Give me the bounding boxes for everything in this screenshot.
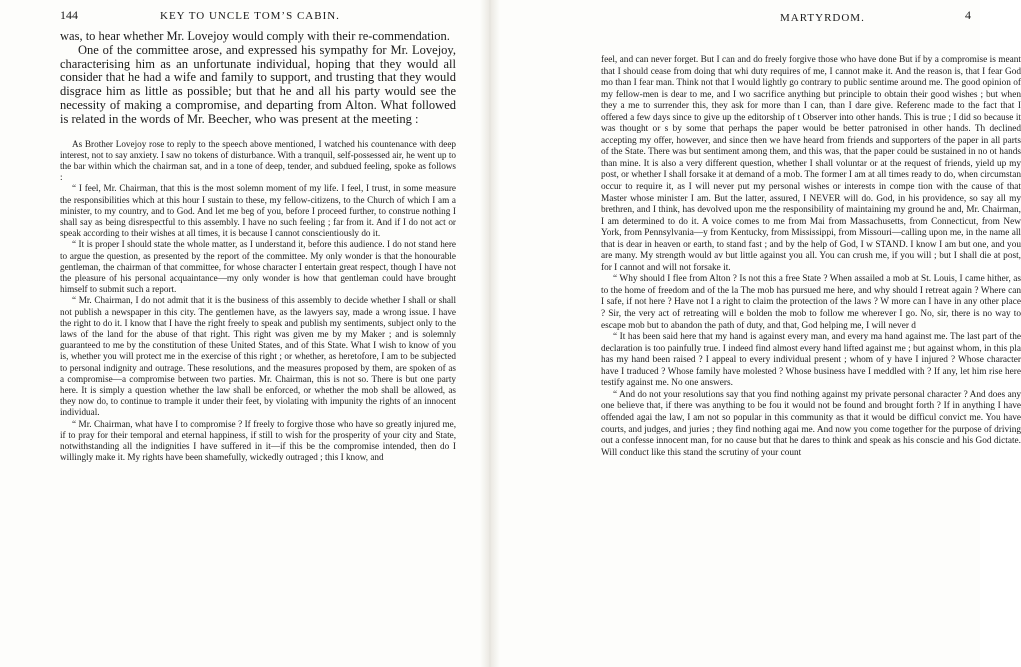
paragraph: “ Mr. Chairman, what have I to compromise ? If freely to forgive those who have so greatly injured me, if to pray for their temporal and eternal happiness, if still to wish for the prosperity of your city and State, notwithstanding all the indignities I have suffered in it—if this be the compromise intended, then do I willingly make it. My rights have been shamefully, wickedly outraged ; this I know, and xyxy=(60,418,456,463)
book-gutter xyxy=(480,0,500,667)
running-head: MARTYRDOM. xyxy=(780,12,865,24)
paragraph: As Brother Lovejoy rose to reply to the speech above mentioned, I watched his countenance with deep interest, not to say anxiety. I saw no tokens of disturbance. With a tranquil, self-possessed air, he went up to the bar within which the chairman sat, and in a tone of deep, tender, and subdued feeling, spoke as follows : xyxy=(60,138,456,183)
right-text-column xyxy=(601,55,1021,459)
paragraph: “ I feel, Mr. Chairman, that this is the most solemn moment of my life. I feel, I trust, in some measure the responsibilities which at this hour I sustain to these, my fellow-citizens, to the Church of which I am a minister, to my country, and to God. And let me beg of you, before I proceed further, to construe nothing I shall say as being disrespectful to this assembly. I have no such feeling ; far from it. And if I do not act or speak according to their wishes at all times, it is because I cannot conscientiously do it. xyxy=(60,183,456,239)
paragraph: was, to hear whether Mr. Lovejoy would comply with their re-commendation. xyxy=(60,29,450,43)
paragraph: “ It has been said here that my hand is against every man, and every ma hand against me. The last part of the declaration is too painfully true. I indeed find almost every hand lifted against me ; but against whom, in this pla has my hand been raised ? I appeal to every individual present ; whom of y have I injured ? Whose character have I traduced ? Whose family have molested ? Whose business have I meddled with ? If any, let him rise here testify against me. No one answers. xyxy=(601,332,1021,389)
paragraph: “ Mr. Chairman, I do not admit that it is the business of this assembly to decide whether I shall or shall not publish a newspaper in this city. The gentlemen have, as the lawyers say, made a wrong issue. I have the right to do it. I know that I have the right freely to speak and publish my sentiments, subject only to the laws of the land for the abuse of that right. This right was given me by my Maker ; and is solemnly guaranteed to me by the constitution of these United States, and of this State. What I wish to know of you is, whether you will protect me in the exercise of this right ; or whether, as heretofore, I am to be subjected to personal indignity and outrage. These resolutions, and the measures proposed by them, are spoken of as a compromise—a compromise between two parties. Mr. Chairman, this is not so. There is but one party here. It is simply a question whether the law shall be enforced, or whether the mob shall be allowed, as they now do, to continue to trample it under their feet, by violating with impunity the rights of an innocent individual. xyxy=(60,295,456,418)
page-number: 4 xyxy=(965,8,971,22)
page-number: 144 xyxy=(60,8,78,22)
running-head: KEY TO UNCLE TOM’S CABIN. xyxy=(160,10,340,22)
paragraph: feel, and can never forget. But I can and do freely forgive those who have done But if by a compromise is meant that I should cease from doing that whi duty requires of me, I cannot make it. And the reason is, that I fear God mo than I fear man. Think not that I would lightly go contrary to public sentime around me. The good opinion of my fellow-men is dear to me, and I wo sacrifice anything but principle to obtain their good wishes ; but when they a me to surrender this, they ask for more than I can, than I dare give. Referenc made to the fact that I offered a few days since to give up the editorship of t Observer into other hands. This is true ; I did so because it was thought or s by some that perhaps the paper would be better patronised in other hands. Th declined accepting my offer, however, and since then we have heard from friends and supporters of the paper in all parts of the State. There was but sentiment among them, and this was, that the paper could be sustained in no ot hands than mine. It is also a very different question, whether I shall voluntar or at the request of friends, yield up my post, or whether I shall forsake it at demand of a mob. The former I am at all times ready to do, when circumstan occur to require it, as I will never put my personal wishes or interests in compe tion with the cause of that Master whose minister I am. But the latter, assured, I NEVER will do. God, in his providence, so say all my brethren, and I think, has devolved upon me the responsibility of maintaining my ground he and, Mr. Chairman, I am determined to do it. A voice comes to me from Mai from Massachusetts, from Connecticut, from New York, from Pennsylvania—y from Kentucky, from Mississippi, from Missouri—calling upon me, in the name all that is dear in heaven or earth, to stand fast ; and by the help of God, I w STAND. I know I am but one, and you are many. My strength would av but little against you all. You can crush me, if you will ; but I shall die at post, for I cannot and will not forsake it. xyxy=(601,55,1021,273)
paragraph: “ It is proper I should state the whole matter, as I understand it, before this audience. I do not stand here to argue the question, as presented by the report of the committee. My only wonder is that the honourable gentleman, the chairman of that committee, for whose character I entertain great respect, though I have not the pleasure of his personal acquaintance—my only wonder is how that gentleman could have brought himself to submit such a report. xyxy=(60,239,456,295)
paragraph: “ And do not your resolutions say that you find nothing against my private personal character ? And does any one believe that, if there was anything to be fou it would not be found and brought forth ? If in anything I have offended agai the law, I am not so popular in this community as that it would be difficul convict me. You have courts, and judges, and juries ; they find nothing agai me. And now you come together for the purpose of driving out a confesse innocent man, for no cause but that he dares to think and speak as his conscie and his God dictate. Will conduct like this stand the scrutiny of your count xyxy=(601,389,1021,458)
quoted-extract xyxy=(60,139,456,464)
left-page xyxy=(0,0,490,667)
paragraph: “ Why should I flee from Alton ? Is not this a free State ? When assailed a mob at St. Louis, I came hither, as to the home of freedom and of the la The mob has pursued me here, and why should I retreat again ? Where can I safe, if not here ? Have not I a right to claim the protection of the laws ? W more can I have in any other place ? Sir, the very act of retreating will e bolden the mob to follow me wherever I go. No, sir, there is no way to escape mob but to abandon the path of duty, and that, God helping me, I will never d xyxy=(601,274,1021,331)
left-text-column xyxy=(60,30,456,463)
narrative-text xyxy=(60,30,456,127)
right-page xyxy=(490,0,1021,667)
paragraph: One of the committee arose, and expressed his sympathy for Mr. Lovejoy, characterising him as an unfortunate individual, hoping that they would all consider that he had a wife and family to support, and trusting that they would disgrace him as little as possible; but that he and all his party would see the necessity of making a compromise, and departing from Alton. What followed is related in the words of Mr. Beecher, who was present at the meeting : xyxy=(60,42,456,126)
